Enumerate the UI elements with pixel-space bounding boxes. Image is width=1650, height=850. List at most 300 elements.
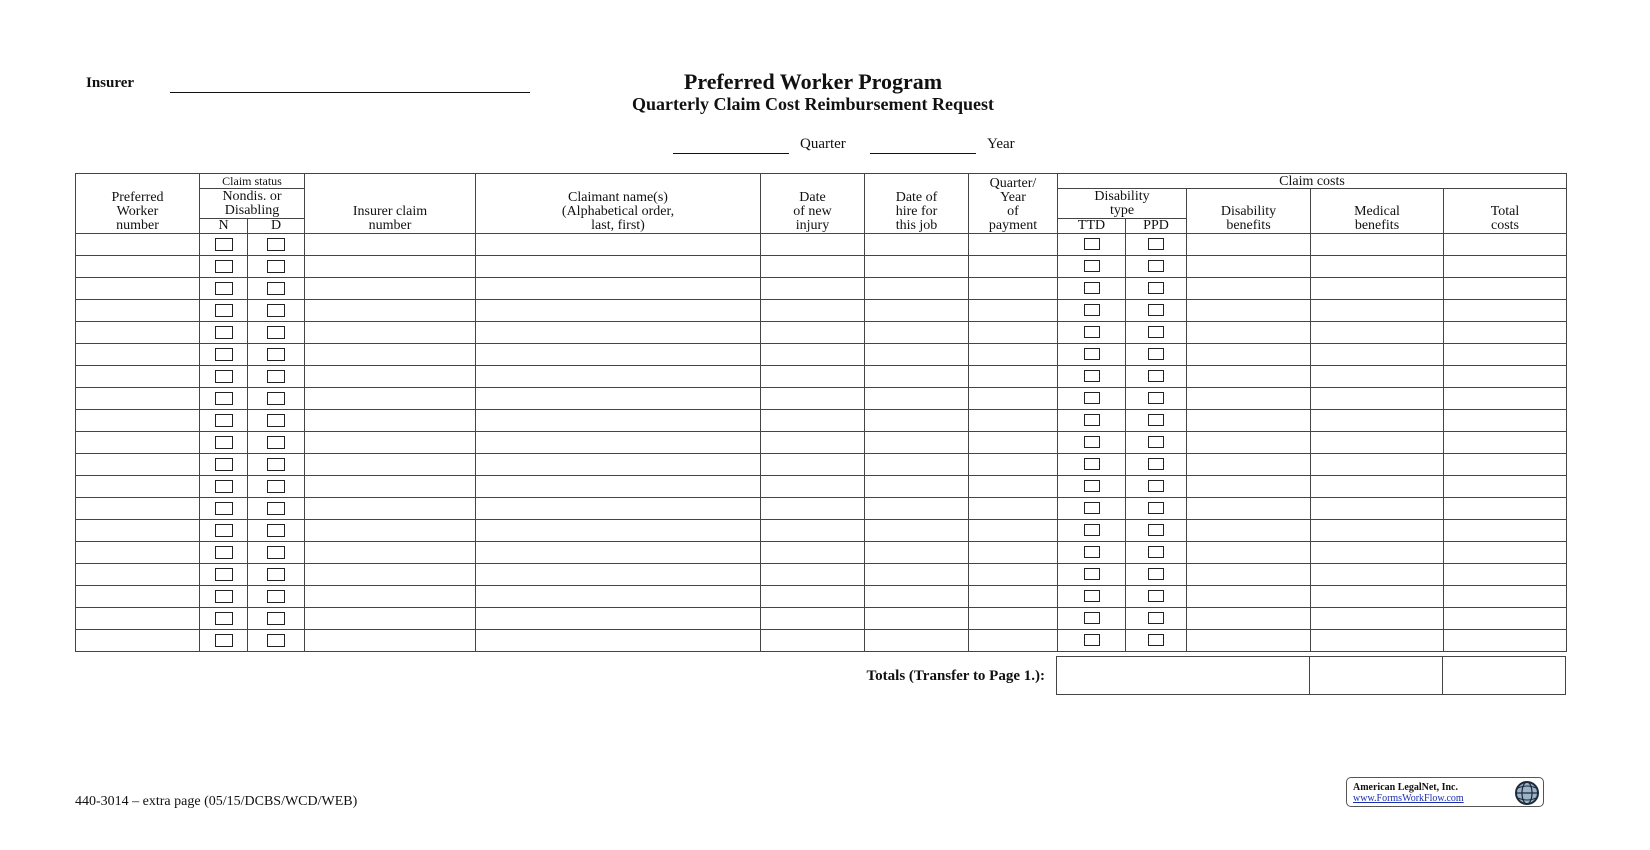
checkbox-ttd[interactable] bbox=[1084, 392, 1100, 404]
checkbox-ppd[interactable] bbox=[1148, 370, 1164, 382]
claimant-name-field[interactable] bbox=[476, 322, 761, 344]
checkbox-ttd[interactable] bbox=[1084, 260, 1100, 272]
claimant-name-field[interactable] bbox=[476, 564, 761, 586]
medical-benefits-field[interactable] bbox=[1311, 300, 1444, 322]
date-hire-field[interactable] bbox=[865, 344, 969, 366]
table-row bbox=[76, 432, 1567, 454]
disability-benefits-field[interactable] bbox=[1187, 498, 1311, 520]
preferred-worker-field[interactable] bbox=[76, 344, 200, 366]
header-ppd: PPD bbox=[1126, 219, 1187, 234]
total-costs-field[interactable] bbox=[1444, 278, 1567, 300]
header-preferred-worker: Preferred Worker number bbox=[76, 174, 200, 234]
checkbox-n[interactable] bbox=[215, 436, 233, 449]
quarter-year-field[interactable] bbox=[969, 608, 1058, 630]
medical-benefits-field[interactable] bbox=[1311, 476, 1444, 498]
checkbox-ppd[interactable] bbox=[1148, 546, 1164, 558]
date-hire-field[interactable] bbox=[865, 300, 969, 322]
total-costs-field[interactable] bbox=[1444, 564, 1567, 586]
checkbox-ppd[interactable] bbox=[1148, 590, 1164, 602]
checkbox-ppd[interactable] bbox=[1148, 238, 1164, 250]
header-d: D bbox=[248, 219, 305, 234]
checkbox-d[interactable] bbox=[267, 524, 285, 537]
date-new-injury-field[interactable] bbox=[761, 256, 865, 278]
table-row bbox=[76, 520, 1567, 542]
checkbox-d[interactable] bbox=[267, 370, 285, 383]
claimant-name-field[interactable] bbox=[476, 300, 761, 322]
header-insurer-claim: Insurer claim number bbox=[305, 174, 476, 234]
claimant-name-field[interactable] bbox=[476, 278, 761, 300]
insurer-claim-field[interactable] bbox=[305, 344, 476, 366]
quarter-year-field[interactable] bbox=[969, 366, 1058, 388]
checkbox-ttd[interactable] bbox=[1084, 524, 1100, 536]
insurer-claim-field[interactable] bbox=[305, 608, 476, 630]
checkbox-ppd[interactable] bbox=[1148, 568, 1164, 580]
table-row bbox=[76, 300, 1567, 322]
checkbox-ppd-cell bbox=[1126, 344, 1187, 366]
date-new-injury-field[interactable] bbox=[761, 542, 865, 564]
preferred-worker-field[interactable] bbox=[76, 366, 200, 388]
medical-benefits-field[interactable] bbox=[1311, 608, 1444, 630]
medical-benefits-field[interactable] bbox=[1311, 234, 1444, 256]
checkbox-d-cell bbox=[248, 454, 305, 476]
checkbox-d[interactable] bbox=[267, 546, 285, 559]
checkbox-ttd-cell bbox=[1058, 454, 1126, 476]
claimant-name-field[interactable] bbox=[476, 454, 761, 476]
checkbox-d[interactable] bbox=[267, 480, 285, 493]
insurer-claim-field[interactable] bbox=[305, 432, 476, 454]
checkbox-n[interactable] bbox=[215, 612, 233, 625]
quarter-year-field[interactable] bbox=[969, 630, 1058, 652]
checkbox-ttd-cell bbox=[1058, 586, 1126, 608]
total-costs-field[interactable] bbox=[1444, 366, 1567, 388]
checkbox-ppd-cell bbox=[1126, 520, 1187, 542]
disability-benefits-field[interactable] bbox=[1187, 388, 1311, 410]
checkbox-ppd[interactable] bbox=[1148, 634, 1164, 646]
insurer-claim-field[interactable] bbox=[305, 256, 476, 278]
quarter-year-field[interactable] bbox=[969, 586, 1058, 608]
checkbox-d-cell bbox=[248, 388, 305, 410]
checkbox-n[interactable] bbox=[215, 326, 233, 339]
disability-benefits-field[interactable] bbox=[1187, 278, 1311, 300]
insurer-claim-field[interactable] bbox=[305, 564, 476, 586]
preferred-worker-field[interactable] bbox=[76, 454, 200, 476]
claimant-name-field[interactable] bbox=[476, 234, 761, 256]
checkbox-n-cell bbox=[200, 256, 248, 278]
insurer-claim-field[interactable] bbox=[305, 234, 476, 256]
quarter-year-field[interactable] bbox=[969, 234, 1058, 256]
claimant-name-field[interactable] bbox=[476, 476, 761, 498]
checkbox-ppd[interactable] bbox=[1148, 392, 1164, 404]
preferred-worker-field[interactable] bbox=[76, 388, 200, 410]
disability-benefits-field[interactable] bbox=[1187, 322, 1311, 344]
medical-benefits-field[interactable] bbox=[1311, 410, 1444, 432]
date-hire-field[interactable] bbox=[865, 234, 969, 256]
checkbox-n-cell bbox=[200, 410, 248, 432]
total-costs-field[interactable] bbox=[1444, 344, 1567, 366]
insurer-claim-field[interactable] bbox=[305, 366, 476, 388]
medical-benefits-field[interactable] bbox=[1311, 542, 1444, 564]
checkbox-ppd[interactable] bbox=[1148, 480, 1164, 492]
checkbox-ppd[interactable] bbox=[1148, 612, 1164, 624]
checkbox-ttd[interactable] bbox=[1084, 304, 1100, 316]
table-row bbox=[76, 542, 1567, 564]
medical-benefits-field[interactable] bbox=[1311, 322, 1444, 344]
insurer-claim-field[interactable] bbox=[305, 498, 476, 520]
date-new-injury-field[interactable] bbox=[761, 344, 865, 366]
checkbox-n[interactable] bbox=[215, 348, 233, 361]
checkbox-n[interactable] bbox=[215, 568, 233, 581]
checkbox-d-cell bbox=[248, 300, 305, 322]
checkbox-d[interactable] bbox=[267, 436, 285, 449]
disability-benefits-field[interactable] bbox=[1187, 542, 1311, 564]
claimant-name-field[interactable] bbox=[476, 432, 761, 454]
date-new-injury-field[interactable] bbox=[761, 432, 865, 454]
quarter-year-field[interactable] bbox=[969, 498, 1058, 520]
checkbox-ppd[interactable] bbox=[1148, 436, 1164, 448]
checkbox-ppd-cell bbox=[1126, 476, 1187, 498]
checkbox-ttd[interactable] bbox=[1084, 612, 1100, 624]
claimant-name-field[interactable] bbox=[476, 542, 761, 564]
checkbox-n-cell bbox=[200, 432, 248, 454]
checkbox-ttd[interactable] bbox=[1084, 326, 1100, 338]
year-label: Year bbox=[987, 136, 1015, 152]
disability-benefits-field[interactable] bbox=[1187, 630, 1311, 652]
checkbox-n[interactable] bbox=[215, 590, 233, 603]
date-hire-field[interactable] bbox=[865, 630, 969, 652]
date-hire-field[interactable] bbox=[865, 454, 969, 476]
checkbox-d-cell bbox=[248, 564, 305, 586]
date-hire-field[interactable] bbox=[865, 520, 969, 542]
checkbox-n-cell bbox=[200, 344, 248, 366]
checkbox-d[interactable] bbox=[267, 414, 285, 427]
total-costs-field[interactable] bbox=[1444, 498, 1567, 520]
quarter-year-field[interactable] bbox=[969, 410, 1058, 432]
claimant-name-field[interactable] bbox=[476, 608, 761, 630]
claimant-name-field[interactable] bbox=[476, 388, 761, 410]
brand-badge bbox=[1346, 777, 1544, 807]
checkbox-ppd[interactable] bbox=[1148, 524, 1164, 536]
table-row bbox=[76, 498, 1567, 520]
date-hire-field[interactable] bbox=[865, 586, 969, 608]
medical-benefits-field[interactable] bbox=[1311, 564, 1444, 586]
preferred-worker-field[interactable] bbox=[76, 498, 200, 520]
insurer-claim-field[interactable] bbox=[305, 542, 476, 564]
disability-benefits-field[interactable] bbox=[1187, 520, 1311, 542]
preferred-worker-field[interactable] bbox=[76, 432, 200, 454]
checkbox-ppd[interactable] bbox=[1148, 414, 1164, 426]
medical-benefits-field[interactable] bbox=[1311, 498, 1444, 520]
checkbox-n[interactable] bbox=[215, 634, 233, 647]
total-costs-field[interactable] bbox=[1444, 608, 1567, 630]
checkbox-n[interactable] bbox=[215, 238, 233, 251]
date-new-injury-field[interactable] bbox=[761, 476, 865, 498]
disability-benefits-field[interactable] bbox=[1187, 454, 1311, 476]
checkbox-ppd[interactable] bbox=[1148, 502, 1164, 514]
checkbox-ttd[interactable] bbox=[1084, 480, 1100, 492]
header-medical-benefits: Medical benefits bbox=[1311, 189, 1444, 234]
checkbox-n[interactable] bbox=[215, 524, 233, 537]
checkbox-ttd[interactable] bbox=[1084, 502, 1100, 514]
checkbox-d-cell bbox=[248, 322, 305, 344]
medical-benefits-field[interactable] bbox=[1311, 256, 1444, 278]
checkbox-ppd-cell bbox=[1126, 454, 1187, 476]
checkbox-ppd-cell bbox=[1126, 586, 1187, 608]
insurer-claim-field[interactable] bbox=[305, 388, 476, 410]
checkbox-ttd-cell bbox=[1058, 410, 1126, 432]
checkbox-ttd[interactable] bbox=[1084, 414, 1100, 426]
checkbox-ttd[interactable] bbox=[1084, 238, 1100, 250]
preferred-worker-field[interactable] bbox=[76, 476, 200, 498]
preferred-worker-field[interactable] bbox=[76, 542, 200, 564]
checkbox-n-cell bbox=[200, 454, 248, 476]
medical-benefits-field[interactable] bbox=[1311, 454, 1444, 476]
preferred-worker-field[interactable] bbox=[76, 322, 200, 344]
date-new-injury-field[interactable] bbox=[761, 278, 865, 300]
date-new-injury-field[interactable] bbox=[761, 630, 865, 652]
checkbox-d[interactable] bbox=[267, 238, 285, 251]
checkbox-n[interactable] bbox=[215, 370, 233, 383]
date-new-injury-field[interactable] bbox=[761, 498, 865, 520]
disability-benefits-field[interactable] bbox=[1187, 256, 1311, 278]
date-hire-field[interactable] bbox=[865, 256, 969, 278]
total-costs-field[interactable] bbox=[1443, 657, 1566, 695]
insurer-claim-field[interactable] bbox=[305, 520, 476, 542]
checkbox-d-cell bbox=[248, 608, 305, 630]
disability-benefits-field[interactable] bbox=[1187, 300, 1311, 322]
claimant-name-field[interactable] bbox=[476, 410, 761, 432]
checkbox-ppd[interactable] bbox=[1148, 348, 1164, 360]
claimant-name-field[interactable] bbox=[476, 344, 761, 366]
claimant-name-field[interactable] bbox=[476, 498, 761, 520]
total-costs-field[interactable] bbox=[1444, 388, 1567, 410]
checkbox-ttd-cell bbox=[1058, 564, 1126, 586]
claimant-name-field[interactable] bbox=[476, 366, 761, 388]
total-costs-field[interactable] bbox=[1444, 432, 1567, 454]
total-costs-field[interactable] bbox=[1444, 410, 1567, 432]
checkbox-ttd[interactable] bbox=[1084, 546, 1100, 558]
disability-benefits-field[interactable] bbox=[1187, 344, 1311, 366]
insurer-claim-field[interactable] bbox=[305, 278, 476, 300]
year-field[interactable] bbox=[870, 153, 976, 154]
preferred-worker-field[interactable] bbox=[76, 256, 200, 278]
date-new-injury-field[interactable] bbox=[761, 366, 865, 388]
globe-icon bbox=[1514, 780, 1540, 806]
total-costs-field[interactable] bbox=[1444, 256, 1567, 278]
preferred-worker-field[interactable] bbox=[76, 410, 200, 432]
date-hire-field[interactable] bbox=[865, 388, 969, 410]
claimant-name-field[interactable] bbox=[476, 586, 761, 608]
checkbox-ppd-cell bbox=[1126, 300, 1187, 322]
medical-benefits-field[interactable] bbox=[1311, 432, 1444, 454]
medical-benefits-field[interactable] bbox=[1311, 520, 1444, 542]
checkbox-ttd[interactable] bbox=[1084, 568, 1100, 580]
date-hire-field[interactable] bbox=[865, 542, 969, 564]
header-claim-status: Claim status bbox=[200, 174, 305, 189]
checkbox-n[interactable] bbox=[215, 546, 233, 559]
quarter-field[interactable] bbox=[673, 153, 789, 154]
date-new-injury-field[interactable] bbox=[761, 520, 865, 542]
checkbox-n[interactable] bbox=[215, 304, 233, 317]
disability-benefits-field[interactable] bbox=[1187, 432, 1311, 454]
checkbox-n-cell bbox=[200, 388, 248, 410]
medical-benefits-field[interactable] bbox=[1311, 630, 1444, 652]
insurer-claim-field[interactable] bbox=[305, 322, 476, 344]
checkbox-ttd[interactable] bbox=[1084, 282, 1100, 294]
checkbox-n[interactable] bbox=[215, 502, 233, 515]
date-hire-field[interactable] bbox=[865, 322, 969, 344]
insurer-claim-field[interactable] bbox=[305, 454, 476, 476]
checkbox-ppd-cell bbox=[1126, 410, 1187, 432]
checkbox-d-cell bbox=[248, 586, 305, 608]
checkbox-d-cell bbox=[248, 520, 305, 542]
insurer-claim-field[interactable] bbox=[305, 586, 476, 608]
disability-benefits-field[interactable] bbox=[1187, 586, 1311, 608]
preferred-worker-field[interactable] bbox=[76, 608, 200, 630]
date-new-injury-field[interactable] bbox=[761, 234, 865, 256]
quarter-year-field[interactable] bbox=[969, 388, 1058, 410]
date-new-injury-field[interactable] bbox=[761, 388, 865, 410]
disability-benefits-field[interactable] bbox=[1187, 234, 1311, 256]
checkbox-ppd[interactable] bbox=[1148, 304, 1164, 316]
insurer-claim-field[interactable] bbox=[305, 410, 476, 432]
checkbox-ppd[interactable] bbox=[1148, 260, 1164, 272]
quarter-year-field[interactable] bbox=[969, 256, 1058, 278]
checkbox-d-cell bbox=[248, 476, 305, 498]
insurer-claim-field[interactable] bbox=[305, 630, 476, 652]
brand-link[interactable]: www.FormsWorkFlow.com bbox=[1353, 793, 1464, 804]
checkbox-n[interactable] bbox=[215, 392, 233, 405]
checkbox-ppd-cell bbox=[1126, 564, 1187, 586]
quarter-year-field[interactable] bbox=[969, 476, 1058, 498]
total-disability-benefits-field[interactable] bbox=[1057, 657, 1310, 695]
checkbox-n-cell bbox=[200, 278, 248, 300]
date-hire-field[interactable] bbox=[865, 476, 969, 498]
claimant-name-field[interactable] bbox=[476, 630, 761, 652]
date-hire-field[interactable] bbox=[865, 410, 969, 432]
date-new-injury-field[interactable] bbox=[761, 608, 865, 630]
checkbox-d[interactable] bbox=[267, 502, 285, 515]
disability-benefits-field[interactable] bbox=[1187, 608, 1311, 630]
date-hire-field[interactable] bbox=[865, 498, 969, 520]
date-hire-field[interactable] bbox=[865, 432, 969, 454]
checkbox-ttd[interactable] bbox=[1084, 458, 1100, 470]
date-hire-field[interactable] bbox=[865, 564, 969, 586]
quarter-year-field[interactable] bbox=[969, 300, 1058, 322]
medical-benefits-field[interactable] bbox=[1311, 344, 1444, 366]
quarter-year-field[interactable] bbox=[969, 432, 1058, 454]
checkbox-d[interactable] bbox=[267, 568, 285, 581]
total-costs-field[interactable] bbox=[1444, 234, 1567, 256]
table-row bbox=[76, 608, 1567, 630]
preferred-worker-field[interactable] bbox=[76, 520, 200, 542]
checkbox-n[interactable] bbox=[215, 282, 233, 295]
checkbox-n[interactable] bbox=[215, 458, 233, 471]
checkbox-ppd[interactable] bbox=[1148, 282, 1164, 294]
quarter-year-field[interactable] bbox=[969, 542, 1058, 564]
date-new-injury-field[interactable] bbox=[761, 564, 865, 586]
total-costs-field[interactable] bbox=[1444, 630, 1567, 652]
claimant-name-field[interactable] bbox=[476, 520, 761, 542]
total-costs-field[interactable] bbox=[1444, 300, 1567, 322]
checkbox-ttd[interactable] bbox=[1084, 370, 1100, 382]
checkbox-ppd[interactable] bbox=[1148, 458, 1164, 470]
total-medical-benefits-field[interactable] bbox=[1310, 657, 1443, 695]
checkbox-ttd[interactable] bbox=[1084, 590, 1100, 602]
quarter-year-field[interactable] bbox=[969, 520, 1058, 542]
quarter-year-field[interactable] bbox=[969, 322, 1058, 344]
date-new-injury-field[interactable] bbox=[761, 586, 865, 608]
total-costs-field[interactable] bbox=[1444, 476, 1567, 498]
preferred-worker-field[interactable] bbox=[76, 630, 200, 652]
total-costs-field[interactable] bbox=[1444, 322, 1567, 344]
date-hire-field[interactable] bbox=[865, 608, 969, 630]
disability-benefits-field[interactable] bbox=[1187, 410, 1311, 432]
insurer-claim-field[interactable] bbox=[305, 300, 476, 322]
checkbox-ppd[interactable] bbox=[1148, 326, 1164, 338]
checkbox-ttd[interactable] bbox=[1084, 348, 1100, 360]
checkbox-d[interactable] bbox=[267, 304, 285, 317]
checkbox-d[interactable] bbox=[267, 612, 285, 625]
insurer-claim-field[interactable] bbox=[305, 476, 476, 498]
checkbox-d[interactable] bbox=[267, 458, 285, 471]
checkbox-ppd-cell bbox=[1126, 322, 1187, 344]
checkbox-ttd-cell bbox=[1058, 630, 1126, 652]
medical-benefits-field[interactable] bbox=[1311, 586, 1444, 608]
checkbox-d[interactable] bbox=[267, 348, 285, 361]
disability-benefits-field[interactable] bbox=[1187, 564, 1311, 586]
checkbox-d[interactable] bbox=[267, 634, 285, 647]
date-hire-field[interactable] bbox=[865, 366, 969, 388]
medical-benefits-field[interactable] bbox=[1311, 278, 1444, 300]
quarter-year-field[interactable] bbox=[969, 454, 1058, 476]
total-costs-field[interactable] bbox=[1444, 586, 1567, 608]
medical-benefits-field[interactable] bbox=[1311, 388, 1444, 410]
checkbox-n[interactable] bbox=[215, 414, 233, 427]
date-new-injury-field[interactable] bbox=[761, 300, 865, 322]
disability-benefits-field[interactable] bbox=[1187, 366, 1311, 388]
preferred-worker-field[interactable] bbox=[76, 300, 200, 322]
checkbox-d[interactable] bbox=[267, 590, 285, 603]
disability-benefits-field[interactable] bbox=[1187, 476, 1311, 498]
total-costs-field[interactable] bbox=[1444, 454, 1567, 476]
checkbox-d[interactable] bbox=[267, 260, 285, 273]
date-new-injury-field[interactable] bbox=[761, 322, 865, 344]
checkbox-d[interactable] bbox=[267, 392, 285, 405]
quarter-year-field[interactable] bbox=[969, 278, 1058, 300]
quarter-year-field[interactable] bbox=[969, 564, 1058, 586]
total-costs-field[interactable] bbox=[1444, 542, 1567, 564]
claimant-name-field[interactable] bbox=[476, 256, 761, 278]
date-new-injury-field[interactable] bbox=[761, 410, 865, 432]
checkbox-d[interactable] bbox=[267, 282, 285, 295]
date-new-injury-field[interactable] bbox=[761, 454, 865, 476]
preferred-worker-field[interactable] bbox=[76, 586, 200, 608]
total-costs-field[interactable] bbox=[1444, 520, 1567, 542]
medical-benefits-field[interactable] bbox=[1311, 366, 1444, 388]
checkbox-ppd-cell bbox=[1126, 256, 1187, 278]
checkbox-ttd[interactable] bbox=[1084, 634, 1100, 646]
date-hire-field[interactable] bbox=[865, 278, 969, 300]
preferred-worker-field[interactable] bbox=[76, 234, 200, 256]
checkbox-n[interactable] bbox=[215, 480, 233, 493]
checkbox-n[interactable] bbox=[215, 260, 233, 273]
preferred-worker-field[interactable] bbox=[76, 564, 200, 586]
preferred-worker-field[interactable] bbox=[76, 278, 200, 300]
checkbox-n-cell bbox=[200, 520, 248, 542]
checkbox-d[interactable] bbox=[267, 326, 285, 339]
checkbox-ttd[interactable] bbox=[1084, 436, 1100, 448]
quarter-year-field[interactable] bbox=[969, 344, 1058, 366]
